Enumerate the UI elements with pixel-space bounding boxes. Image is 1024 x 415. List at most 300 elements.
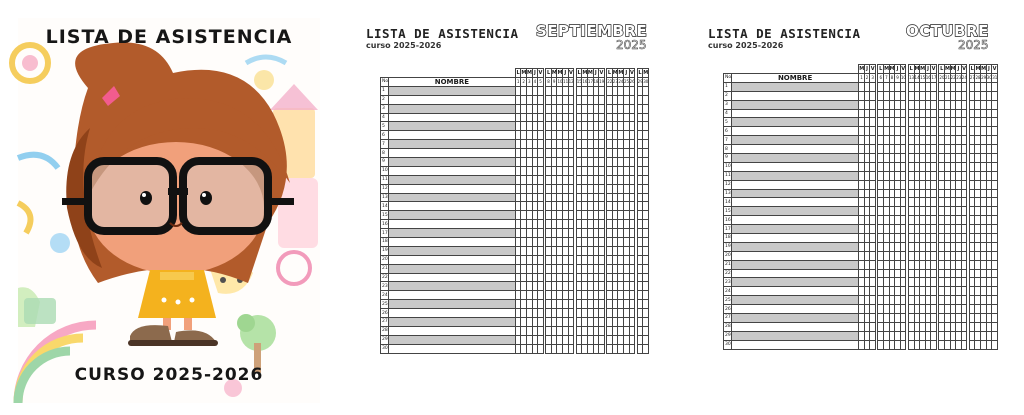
weekday-letter: M: [643, 69, 649, 76]
row-number: 14: [725, 199, 731, 205]
attendance-cell[interactable]: [643, 131, 649, 140]
student-row: [724, 127, 998, 136]
attendance-cell[interactable]: [992, 100, 998, 109]
attendance-grid: [723, 64, 998, 350]
attendance-cell[interactable]: [992, 225, 998, 234]
student-name-cell[interactable]: [389, 193, 516, 202]
row-number: 9: [381, 158, 389, 167]
student-name-cell[interactable]: [732, 162, 859, 171]
student-name-cell[interactable]: [389, 95, 516, 104]
attendance-cell[interactable]: [643, 122, 649, 131]
row-number: 23: [382, 283, 388, 289]
attendance-cell[interactable]: [643, 238, 649, 247]
weekday-header-row: [381, 69, 649, 78]
student-name-cell[interactable]: [732, 225, 859, 234]
attendance-cell[interactable]: [992, 260, 998, 269]
student-row: [724, 180, 998, 189]
date-number: 4: [533, 79, 537, 85]
weekday-letter: M: [945, 65, 950, 72]
weekday-letter: L: [970, 65, 974, 72]
attendance-cell[interactable]: [643, 291, 649, 300]
attendance-cell[interactable]: [992, 180, 998, 189]
attendance-cell[interactable]: [643, 220, 649, 229]
row-number: 25: [725, 297, 731, 303]
date-number: 22: [950, 75, 956, 81]
weekday-letter: J: [957, 65, 960, 72]
student-row: [381, 211, 649, 220]
row-number: 27: [725, 315, 731, 321]
row-number: 17: [725, 226, 731, 232]
row-number: 28: [382, 328, 388, 334]
student-name-cell[interactable]: [732, 314, 859, 323]
weekday-letter: M: [884, 65, 890, 72]
weekday-letter: M: [526, 69, 532, 76]
date-number: 27: [969, 75, 975, 81]
student-name-cell[interactable]: [389, 166, 516, 175]
student-name-cell[interactable]: [389, 158, 516, 167]
attendance-cell[interactable]: [643, 184, 649, 193]
student-name-cell[interactable]: [732, 91, 859, 100]
student-row: [724, 340, 998, 349]
student-row: [724, 287, 998, 296]
attendance-cell[interactable]: [643, 95, 649, 104]
weekday-letter: M: [582, 69, 588, 76]
row-number: 1: [381, 86, 389, 95]
attendance-cell[interactable]: [643, 113, 649, 122]
row-number: 11: [725, 173, 731, 179]
student-row: [381, 344, 649, 353]
row-number: 8: [381, 149, 389, 158]
row-number: 25: [382, 301, 388, 307]
attendance-cell[interactable]: [643, 104, 649, 113]
attendance-sheet-octubre: [702, 18, 1002, 368]
date-number: 15: [576, 79, 582, 85]
student-row: [381, 86, 649, 95]
weekday-letter: M: [889, 65, 895, 72]
student-row: [381, 193, 649, 202]
date-number: 21: [945, 75, 951, 81]
row-number: 16: [382, 221, 388, 227]
student-name-cell[interactable]: [389, 264, 516, 273]
date-header-row: [724, 73, 998, 82]
attendance-cell[interactable]: [643, 335, 649, 344]
student-name-cell[interactable]: [389, 282, 516, 291]
date-number: 29: [637, 79, 643, 85]
weekday-letter: J: [564, 69, 567, 76]
weekday-letter: L: [516, 69, 520, 76]
date-number: 30: [986, 75, 992, 81]
attendance-cell[interactable]: [643, 166, 649, 175]
weekday-letter: V: [599, 69, 604, 76]
student-name-cell[interactable]: [389, 211, 516, 220]
weekday-letter: L: [638, 69, 642, 76]
weekday-letter: M: [612, 69, 618, 76]
row-number: 30: [725, 342, 731, 348]
attendance-cell[interactable]: [992, 109, 998, 118]
date-number: 18: [593, 79, 599, 85]
attendance-cell[interactable]: [643, 140, 649, 149]
attendance-cell[interactable]: [643, 86, 649, 95]
weekday-letter: V: [538, 69, 543, 76]
weekday-letter: J: [866, 65, 869, 72]
attendance-cell[interactable]: [992, 278, 998, 287]
attendance-cell[interactable]: [643, 326, 649, 335]
row-number: 4: [724, 109, 732, 118]
student-row: [724, 331, 998, 340]
weekday-letter: V: [931, 65, 936, 72]
student-row: [381, 264, 649, 273]
cover-course-label: CURSO 2025-2026: [74, 365, 264, 385]
attendance-cell[interactable]: [992, 234, 998, 243]
weekday-letter: V: [629, 69, 634, 76]
row-number: 21: [725, 262, 731, 268]
row-number: 23: [725, 279, 731, 285]
row-number: 15: [725, 208, 731, 214]
attendance-cell[interactable]: [643, 211, 649, 220]
attendance-cell[interactable]: [643, 202, 649, 211]
student-name-cell[interactable]: [732, 269, 859, 278]
weekday-letter: M: [950, 65, 956, 72]
weekday-letter: J: [533, 69, 536, 76]
row-number: 26: [725, 306, 731, 312]
attendance-cell[interactable]: [643, 193, 649, 202]
student-row: [381, 291, 649, 300]
student-name-cell[interactable]: [732, 278, 859, 287]
date-number: 1: [860, 75, 863, 81]
date-number: 2: [865, 75, 869, 81]
weekday-letter: M: [521, 69, 527, 76]
attendance-cell[interactable]: [643, 344, 649, 353]
student-name-cell[interactable]: [389, 344, 516, 353]
attendance-cell[interactable]: [643, 318, 649, 327]
student-row: [381, 246, 649, 255]
student-row: [724, 207, 998, 216]
attendance-cell[interactable]: [992, 287, 998, 296]
row-number: 7: [381, 140, 389, 149]
attendance-cell[interactable]: [992, 331, 998, 340]
weekday-letter: V: [992, 65, 997, 72]
student-name-cell[interactable]: [732, 242, 859, 251]
attendance-cell[interactable]: [992, 314, 998, 323]
date-number: 24: [618, 79, 624, 85]
date-number: 5: [539, 79, 542, 85]
attendance-cell[interactable]: [992, 242, 998, 251]
row-number: 20: [725, 253, 731, 259]
student-name-cell[interactable]: [389, 113, 516, 122]
student-name-cell[interactable]: [389, 149, 516, 158]
weekday-letter: L: [607, 69, 612, 76]
student-name-cell[interactable]: [389, 220, 516, 229]
student-name-cell[interactable]: [732, 154, 859, 163]
student-name-cell[interactable]: [732, 109, 859, 118]
student-name-cell[interactable]: [389, 229, 516, 238]
student-row: [381, 309, 649, 318]
student-row: [724, 136, 998, 145]
attendance-cell[interactable]: [992, 251, 998, 260]
student-name-cell[interactable]: [389, 86, 516, 95]
student-name-cell[interactable]: [732, 296, 859, 305]
student-row: [724, 118, 998, 127]
student-name-cell[interactable]: [389, 202, 516, 211]
date-number: 6: [879, 75, 883, 81]
student-row: [724, 82, 998, 91]
row-number: 18: [382, 239, 388, 245]
student-name-cell[interactable]: [732, 118, 859, 127]
student-name-cell[interactable]: [389, 246, 516, 255]
student-name-cell[interactable]: [732, 305, 859, 314]
attendance-cell[interactable]: [992, 171, 998, 180]
student-name-cell[interactable]: [732, 260, 859, 269]
attendance-cell[interactable]: [992, 189, 998, 198]
attendance-cell[interactable]: [992, 145, 998, 154]
student-name-cell[interactable]: [389, 273, 516, 282]
attendance-cell[interactable]: [643, 309, 649, 318]
date-number: 9: [552, 79, 556, 85]
student-name-cell[interactable]: [732, 180, 859, 189]
student-row: [381, 255, 649, 264]
student-name-cell[interactable]: [732, 234, 859, 243]
student-name-cell[interactable]: [732, 136, 859, 145]
date-number: 7: [885, 75, 888, 81]
attendance-cell[interactable]: [992, 269, 998, 278]
weekday-letter: M: [618, 69, 624, 76]
student-row: [381, 202, 649, 211]
attendance-cell[interactable]: [992, 216, 998, 225]
student-name-cell[interactable]: [732, 251, 859, 260]
attendance-cell[interactable]: [992, 136, 998, 145]
student-name-cell[interactable]: [732, 331, 859, 340]
student-row: [381, 175, 649, 184]
row-number: 19: [725, 244, 731, 250]
date-number: 30: [643, 79, 649, 85]
student-row: [381, 104, 649, 113]
row-number: 10: [725, 164, 731, 170]
date-number: 29: [981, 75, 987, 81]
date-number: 13: [908, 75, 915, 81]
row-number: 12: [382, 186, 388, 192]
year-label: 2025: [958, 38, 989, 52]
date-number: 1: [516, 79, 520, 85]
student-name-cell[interactable]: [732, 145, 859, 154]
name-column-header: NOMBRE: [389, 77, 516, 86]
student-row: [381, 166, 649, 175]
attendance-sheet-septiembre: [360, 18, 652, 378]
date-number: 9: [896, 75, 899, 81]
sheet-subtitle: curso 2025-2026: [708, 41, 784, 50]
weekday-letter: L: [577, 69, 581, 76]
attendance-cell[interactable]: [643, 282, 649, 291]
student-row: [381, 318, 649, 327]
student-name-cell[interactable]: [389, 175, 516, 184]
attendance-cell[interactable]: [992, 154, 998, 163]
weekday-letter: M: [557, 69, 563, 76]
attendance-cell[interactable]: [992, 198, 998, 207]
attendance-cell[interactable]: [992, 82, 998, 91]
student-name-cell[interactable]: [732, 189, 859, 198]
date-number: 10: [900, 75, 906, 81]
attendance-cell[interactable]: [643, 300, 649, 309]
student-name-cell[interactable]: [389, 140, 516, 149]
student-row: [724, 109, 998, 118]
student-name-cell[interactable]: [389, 300, 516, 309]
student-row: [724, 100, 998, 109]
name-column-header: NOMBRE: [732, 73, 859, 82]
date-number: 24: [961, 75, 967, 81]
date-number: 3: [871, 75, 874, 81]
cover-illustration: [18, 18, 320, 403]
student-row: [724, 91, 998, 100]
student-row: [381, 220, 649, 229]
student-name-cell[interactable]: [389, 184, 516, 193]
weekday-letter: L: [546, 69, 551, 76]
attendance-cell[interactable]: [992, 207, 998, 216]
student-name-cell[interactable]: [732, 171, 859, 180]
row-number: 7: [724, 136, 732, 145]
student-row: [381, 140, 649, 149]
row-number: 5: [724, 118, 732, 127]
date-number: 17: [931, 75, 937, 81]
student-row: [724, 278, 998, 287]
attendance-cell[interactable]: [992, 91, 998, 100]
student-name-cell[interactable]: [732, 340, 859, 349]
attendance-cell[interactable]: [643, 264, 649, 273]
student-row: [724, 171, 998, 180]
attendance-cell[interactable]: [643, 149, 649, 158]
row-number: 13: [725, 191, 731, 197]
student-name-cell[interactable]: [389, 255, 516, 264]
row-number: 20: [382, 257, 388, 263]
row-number: 30: [382, 346, 388, 352]
student-row: [724, 189, 998, 198]
student-name-cell[interactable]: [732, 100, 859, 109]
attendance-cell[interactable]: [992, 296, 998, 305]
weekday-letter: V: [962, 65, 967, 72]
student-name-cell[interactable]: [389, 326, 516, 335]
student-row: [381, 184, 649, 193]
date-number: 16: [925, 75, 931, 81]
row-number: 2: [381, 95, 389, 104]
row-number: 19: [382, 248, 388, 254]
student-name-cell[interactable]: [389, 318, 516, 327]
weekday-letter: L: [909, 65, 913, 72]
date-header-row: [381, 77, 649, 86]
student-row: [381, 95, 649, 104]
weekday-letter: J: [594, 69, 597, 76]
student-row: [724, 145, 998, 154]
row-number: 17: [382, 230, 388, 236]
student-row: [724, 269, 998, 278]
attendance-cell[interactable]: [992, 127, 998, 136]
student-row: [724, 322, 998, 331]
student-name-cell[interactable]: [732, 287, 859, 296]
sheet-title: LISTA DE ASISTENCIA: [366, 26, 519, 41]
row-number: 3: [381, 104, 389, 113]
date-number: 8: [890, 75, 894, 81]
weekday-letter: J: [927, 65, 929, 72]
weekday-letter: J: [625, 69, 628, 76]
student-name-cell[interactable]: [389, 104, 516, 113]
student-row: [381, 229, 649, 238]
student-row: [381, 335, 649, 344]
student-name-cell[interactable]: [389, 309, 516, 318]
attendance-cell[interactable]: [992, 162, 998, 171]
cover-page: [18, 18, 320, 403]
row-number: 11: [382, 177, 388, 183]
date-number: 25: [623, 79, 630, 85]
student-name-cell[interactable]: [732, 207, 859, 216]
student-row: [724, 296, 998, 305]
student-row: [724, 260, 998, 269]
attendance-cell[interactable]: [643, 273, 649, 282]
month-label: SEPTIEMBRE: [536, 22, 648, 40]
date-number: 15: [920, 75, 926, 81]
student-name-cell[interactable]: [732, 127, 859, 136]
date-number: 23: [612, 79, 618, 85]
student-name-cell[interactable]: [389, 122, 516, 131]
row-number: 9: [724, 154, 732, 163]
date-number: 12: [568, 79, 574, 85]
weekday-letter: M: [551, 69, 557, 76]
attendance-cell[interactable]: [643, 229, 649, 238]
weekday-letter: M: [914, 65, 920, 72]
attendance-cell[interactable]: [643, 158, 649, 167]
row-number: 24: [725, 288, 731, 294]
cover-title: LISTA DE ASISTENCIA: [45, 26, 293, 48]
row-number: 24: [382, 292, 388, 298]
attendance-cell[interactable]: [992, 322, 998, 331]
number-column-header: No.: [382, 79, 390, 85]
student-name-cell[interactable]: [389, 131, 516, 140]
row-number: 29: [382, 337, 388, 343]
weekday-letter: V: [870, 65, 875, 72]
row-number: 10: [382, 168, 388, 174]
attendance-cell[interactable]: [643, 255, 649, 264]
student-name-cell[interactable]: [732, 82, 859, 91]
attendance-cell[interactable]: [992, 118, 998, 127]
student-name-cell[interactable]: [389, 335, 516, 344]
date-number: 14: [914, 75, 920, 81]
date-number: 20: [939, 75, 945, 81]
row-number: 14: [382, 203, 388, 209]
month-label: OCTUBRE: [906, 22, 989, 40]
student-row: [381, 326, 649, 335]
student-name-cell[interactable]: [732, 198, 859, 207]
weekday-header-row: [724, 65, 998, 74]
attendance-cell[interactable]: [643, 246, 649, 255]
row-number: 5: [381, 122, 389, 131]
year-label: 2025: [616, 38, 647, 52]
row-number: 29: [725, 333, 731, 339]
row-number: 6: [381, 131, 389, 140]
student-name-cell[interactable]: [732, 322, 859, 331]
student-name-cell[interactable]: [732, 216, 859, 225]
student-name-cell[interactable]: [389, 238, 516, 247]
weekday-letter: M: [920, 65, 926, 72]
student-name-cell[interactable]: [389, 291, 516, 300]
attendance-cell[interactable]: [992, 305, 998, 314]
student-row: [381, 273, 649, 282]
date-number: 8: [547, 79, 550, 85]
student-row: [724, 162, 998, 171]
date-number: 2: [522, 79, 525, 85]
student-row: [724, 251, 998, 260]
attendance-cell[interactable]: [643, 175, 649, 184]
number-column-header: No.: [725, 75, 733, 81]
student-row: [381, 300, 649, 309]
student-row: [724, 154, 998, 163]
attendance-cell[interactable]: [992, 340, 998, 349]
date-number: 10: [557, 79, 563, 85]
